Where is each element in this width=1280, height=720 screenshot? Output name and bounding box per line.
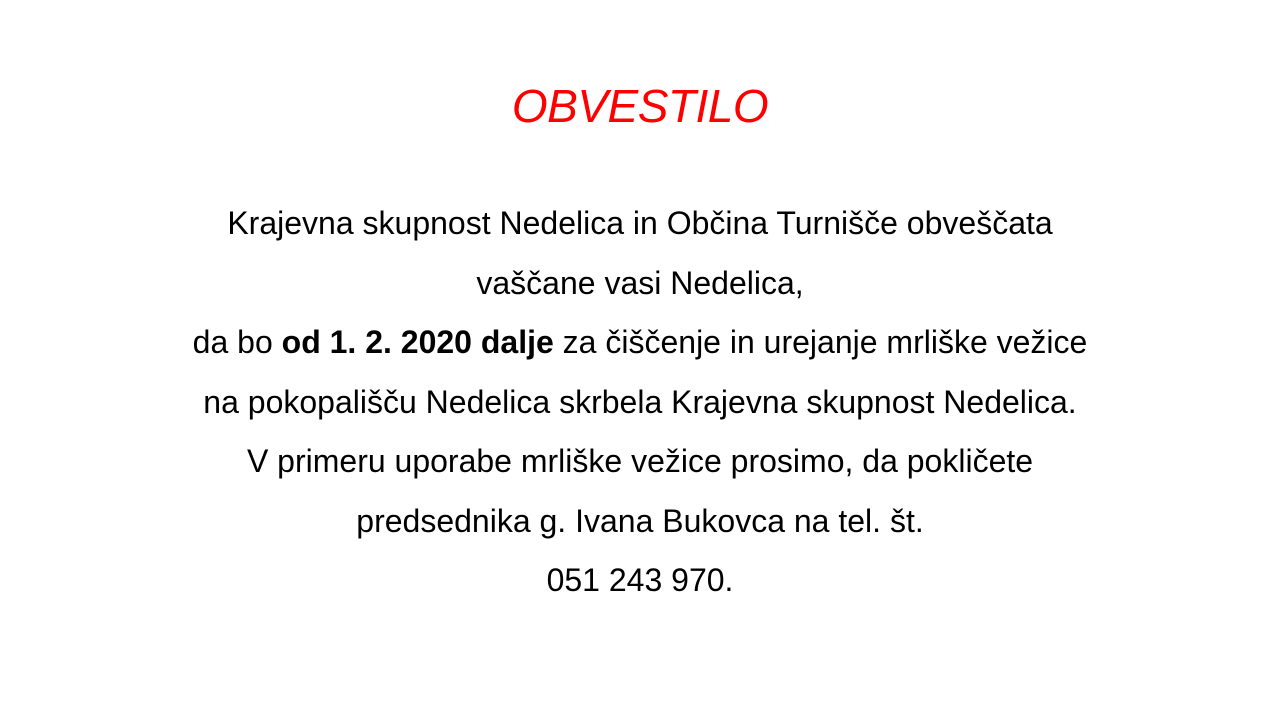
body-line-1: Krajevna skupnost Nedelica in Občina Turnišče obveščata <box>227 205 1053 241</box>
body-line-4: na pokopališču Nedelica skrbela Krajevna skupnost Nedelica. <box>203 383 1077 420</box>
body-line-2: vaščane vasi Nedelica, <box>476 264 804 301</box>
notice-body <box>60 194 1220 611</box>
notice-title: OBVESTILO <box>511 80 769 132</box>
body-line-5: V primeru uporabe mrliške vežice prosimo, da pokličete <box>246 443 1034 479</box>
effective-date: od 1. 2. 2020 dalje <box>281 324 554 360</box>
body-line-3 <box>60 313 1220 373</box>
body-line-6: predsednika g. Ivana Bukovca na tel. št. <box>356 502 924 539</box>
phone-number: 051 243 970. <box>546 562 734 598</box>
body-line-3-start: da bo <box>192 324 282 360</box>
body-line-3-end: za čiščenje in urejanje mrliške vežice <box>553 324 1088 360</box>
